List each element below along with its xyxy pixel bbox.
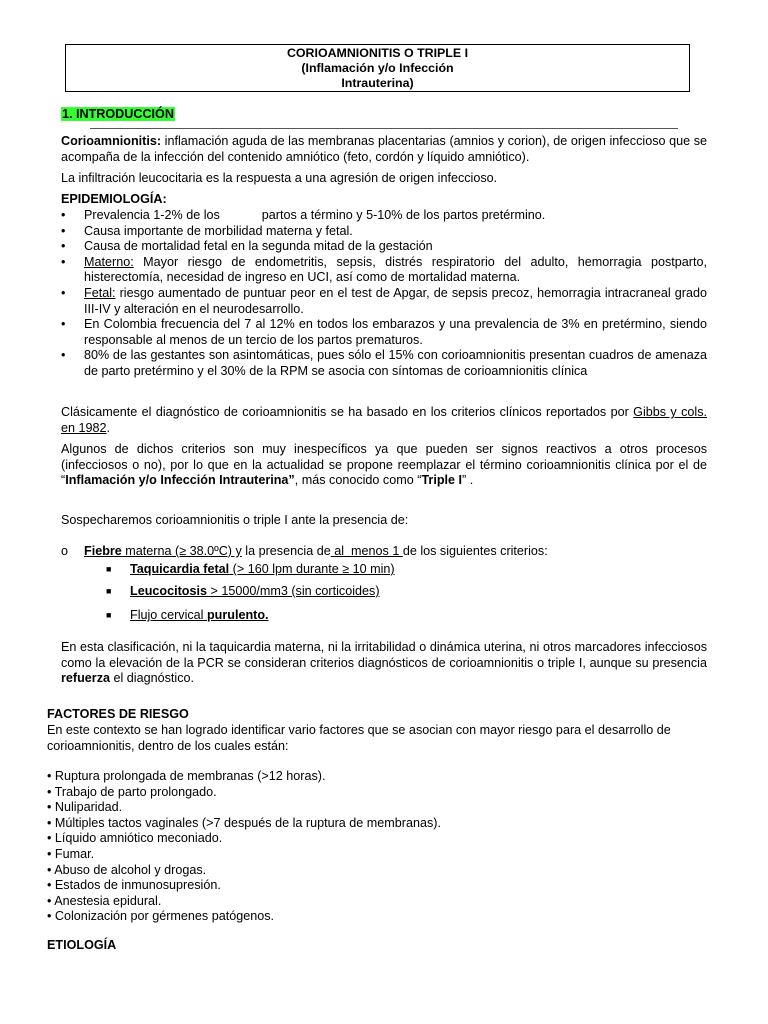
title-line-2: (Inflamación y/o Infección xyxy=(301,61,454,75)
bullet-icon: • xyxy=(61,348,66,363)
square-bullet-icon: ■ xyxy=(106,564,112,574)
list-item: • Líquido amniótico meconiado. xyxy=(47,831,223,846)
square-bullet-icon: ■ xyxy=(106,586,112,596)
bullet-icon: • xyxy=(61,208,66,222)
definition-term: Corioamnionitis: xyxy=(61,134,162,148)
classification-paragraph: En esta clasificación, ni la taquicardia materna, ni la irritabilidad o dinámica uterina, ni otros marcadores infecciosos como la elevación de la PCR se consideran criterios diagnósticos de corioamnionitis o triple I, aunque su presencia refuerza el diagnóstico. xyxy=(61,640,707,686)
risk-factors-list xyxy=(47,769,707,925)
risk-factors-heading: FACTORES DE RIESGO xyxy=(47,707,189,721)
definition-text: inflamación aguda de las membranas placentarias (amnios y corion), de origen infeccioso que se acompaña de la infección del contenido amniótico (feto, cordón y líquido amniótico). xyxy=(61,134,707,164)
bullet-icon: • xyxy=(61,239,66,254)
criteria-discussion-paragraph: Algunos de dichos criterios son muy inespecíficos ya que pueden ser signos reactivos a otros procesos (infecciosos o no), por lo que en la actualidad se propone reemplazar el término corioamnionitis clínica por el de “Inflamación y/o Infección Intrauterina”, más conocido como “Triple I” . xyxy=(61,442,707,488)
divider xyxy=(90,128,678,129)
square-bullet-icon: ■ xyxy=(106,610,112,620)
list-item: • Fetal: riesgo aumentado de puntuar peor en el test de Apgar, de sepsis precoz, hemorragia intracraneal grado III-IV y alteración en el neurodesarrollo. xyxy=(61,285,707,316)
infiltration-paragraph: La infiltración leucocitaria es la respuesta a una agresión de origen infeccioso. xyxy=(61,171,498,185)
list-item: • Causa de mortalidad fetal en la segunda mitad de la gestación xyxy=(61,239,433,254)
definition-paragraph xyxy=(61,134,707,165)
list-item: • Colonización por gérmenes patógenos. xyxy=(47,909,275,924)
classic-paragraph: Clásicamente el diagnóstico de corioamnionitis se ha basado en los criterios clínicos reportados por Gibbs y cols. en 1982. xyxy=(61,405,707,435)
bullet-icon: • xyxy=(61,254,66,269)
list-item: • Trabajo de parto prolongado. xyxy=(47,784,217,799)
list-item: • Fumar. xyxy=(47,846,95,861)
citation-reference: Gibbs y cols. en 1982 xyxy=(61,405,707,435)
circle-bullet-icon: o xyxy=(61,544,69,558)
title-line-1: CORIOAMNIONITIS O TRIPLE I xyxy=(286,46,469,60)
list-item: • Múltiples tactos vaginales (>7 después de la ruptura de membranas). xyxy=(47,815,441,830)
epidemiology-heading: EPIDEMIOLOGÍA: xyxy=(61,192,167,206)
bullet-icon: • xyxy=(61,317,66,332)
bullet-icon: • xyxy=(61,223,66,238)
list-item: • Prevalencia 1-2% de los partos a término y 5-10% de los partos pretérmino. xyxy=(61,208,546,222)
list-item: • Estados de inmunosupresión. xyxy=(47,878,221,893)
list-item: • Abuso de alcohol y drogas. xyxy=(47,862,207,877)
epidemiology-list xyxy=(61,208,707,380)
document-page: CORIOAMNIONITIS O TRIPLE I (Inflamación y/o Infección Intrauterina) 1. INTRODUCCIÓN Corioamnionitis: inflamación aguda de las membranas placentarias (amnios y corion), de origen infeccioso que se acompaña de la infección del contenido amniótico (feto, cordón y líquido amniótico). La infiltración leucocitaria es la respuesta a una agresión de origen infeccioso. EPIDEMIOLOGÍA: • Prevalencia 1-2% de los partos a término y 5-10% de los partos pretérmino. • Causa importante de morbilidad materna y fetal. • Causa de mortalidad fetal en la segunda mitad de la gestación • Materno: Mayor riesgo de endometritis, sepsis, distrés respiratorio del adulto, hemorragia postparto, histerectomía, necesidad de ingreso en UCI, así como de mortalidad materna. • Fetal: riesgo aumentado de puntuar peor en el test de Apgar, de sepsis precoz, hemorragia intracraneal grado III-IV y alteración en el neurodesarrollo. • En Colombia frecuencia del 7 al 12% en todos los embarazos y una prevalencia de 3% en pretérmino, siendo responsable al menos de un tercio de los partos prematuros. • 80% de las gestantes son asintomáticas, pues sólo el 15% con corioamnionitis presentan cuadros de amenaza de parto pretérmino y el 30% de la RPM se asocia con síntomas de corioamnionitis clínica Clásicamente el diagnóstico de corioamnionitis se ha basado en los criterios clínicos reportados por Gibbs y cols. en 1982. Algunos de dichos criterios son muy inespecíficos ya que pueden ser signos reactivos a otros procesos (infecciosos o no), por lo que en la actualidad se propone reemplazar el término corioamnionitis clínica por el de “Inflamación y/o Infección Intrauterina”, más conocido como “Triple I” . Sospecharemos corioamnionitis o triple I ante la presencia de: o Fiebre materna (≥ 38.0ºC) y la presencia de al menos 1 de los siguientes criterios: ■ Taquicardia fetal (> 160 lpm durante ≥ 10 min) ■ Leucocitosis > 15000/mm3 (sin corticoides) ■ Flujo cervical purulento. En esta clasificación, ni la taquicardia materna, ni la irritabilidad o dinámica uterina, ni otros marcadores infecciosos como la elevación de la PCR se consideran criterios diagnósticos de corioamnionitis o triple I, aunque su presencia refuerza el diagnóstico. FACTORES DE RIESGO En este contexto se han logrado identificar vario factores que se asocian con mayor riesgo para el desarrollo de corioamnionitis, dentro de los cuales están: • Ruptura prolongada de membranas (>12 horas). • Trabajo de parto prolongado. • Nuliparidad. • Múltiples tactos vaginales (>7 después de la ruptura de membranas). • Líquido amniótico meconiado. • Fumar. • Abuso de alcohol y drogas. • Estados de inmunosupresión. • Anestesia epidural. • Colonización por gérmenes patógenos. ETIOLOGÍA xyxy=(47,46,707,952)
suspicion-paragraph: Sospecharemos corioamnionitis o triple I ante la presencia de: xyxy=(61,513,409,527)
list-item: • Materno: Mayor riesgo de endometritis, sepsis, distrés respiratorio del adulto, hemorragia postparto, histerectomía, necesidad de ingreso en UCI, así como de mortalidad materna. xyxy=(61,254,707,285)
list-item: • Ruptura prolongada de membranas (>12 horas). xyxy=(47,769,326,783)
risk-factors-intro: En este contexto se han logrado identificar vario factores que se asocian con mayor riesgo para el desarrollo de corioamnionitis, dentro de los cuales están: xyxy=(47,723,671,753)
criterion-cervical-flow: ■ Flujo cervical purulento. xyxy=(106,608,269,622)
list-item: • 80% de las gestantes son asintomáticas, pues sólo el 15% con corioamnionitis presentan cuadros de amenaza de parto pretérmino y el 30% de la RPM se asocia con síntomas de corioamnionitis clínica xyxy=(61,348,707,378)
etiology-heading: ETIOLOGÍA xyxy=(47,938,117,952)
intro-heading: 1. INTRODUCCIÓN xyxy=(62,107,174,121)
criterion-fetal-tachycardia: ■ Taquicardia fetal (> 160 lpm durante ≥ 10 min) xyxy=(106,562,395,576)
criterion-leukocytosis: ■ Leucocitosis > 15000/mm3 (sin corticoides) xyxy=(106,584,380,598)
list-item: • Causa importante de morbilidad materna y fetal. xyxy=(61,223,353,238)
list-item: • En Colombia frecuencia del 7 al 12% en todos los embarazos y una prevalencia de 3% en pretérmino, siendo responsable al menos de un tercio de los partos prematuros. xyxy=(61,317,707,347)
list-item: • Nuliparidad. xyxy=(47,800,123,815)
title-box xyxy=(65,44,690,92)
bullet-icon: • xyxy=(61,285,66,300)
list-item: • Anestesia epidural. xyxy=(47,893,162,908)
title-line-3: Intrauterina) xyxy=(341,76,414,90)
